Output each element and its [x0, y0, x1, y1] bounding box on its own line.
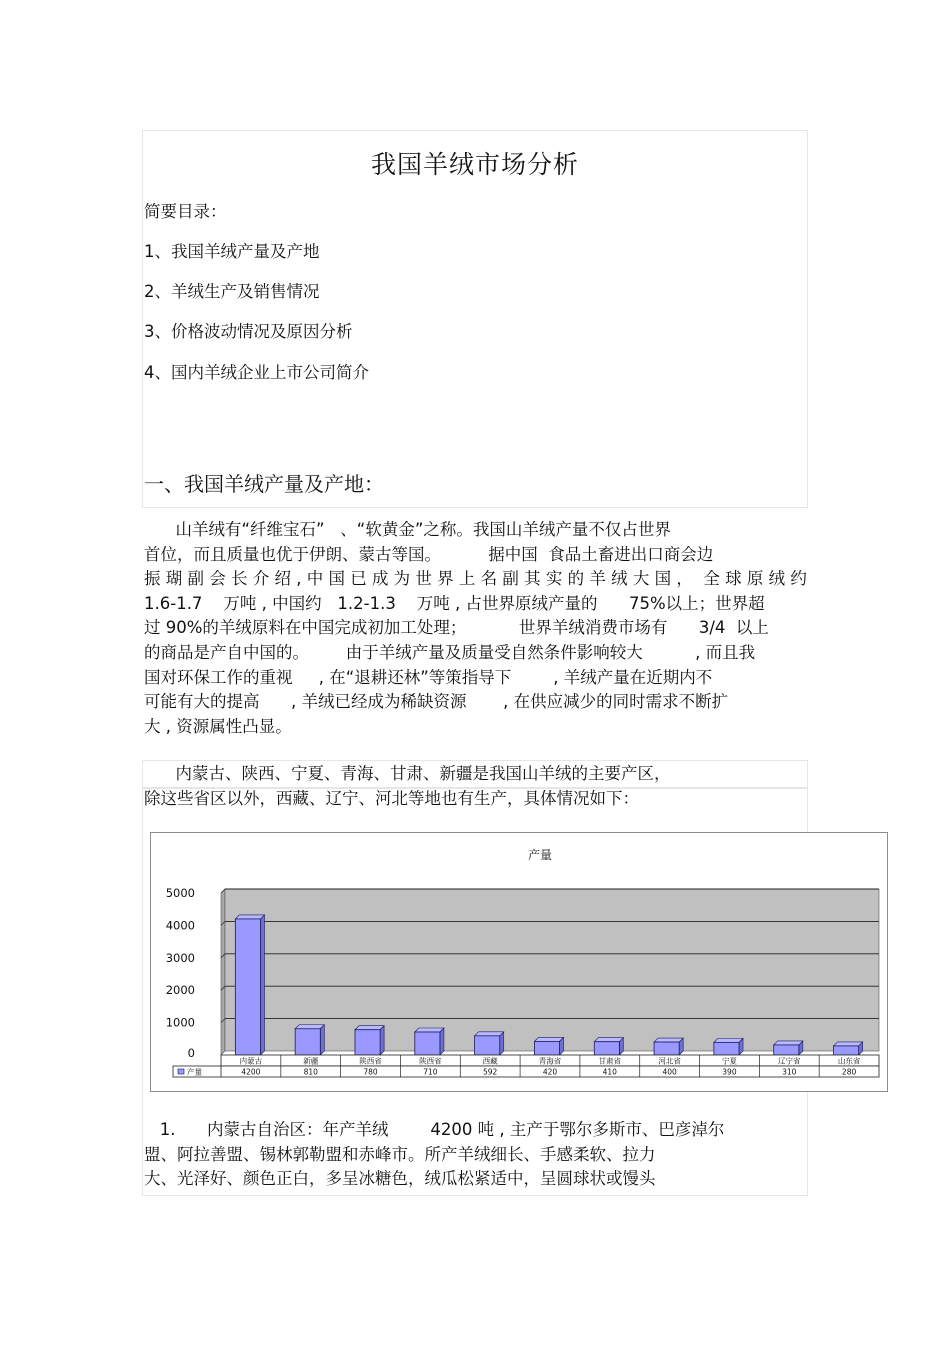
para2-line: 内蒙古、陕西、宁夏、青海、甘肃、新疆是我国山羊绒的主要产区，	[144, 764, 671, 783]
para1-line: 可能有大的提高 , 羊绒已经成为稀缺资源 , 在供应减少的同时需求不断扩	[144, 692, 729, 712]
bar	[834, 1046, 859, 1055]
paragraph-regions	[144, 762, 804, 811]
data-label: 780	[363, 1067, 378, 1077]
x-category-label: 河北省	[658, 1056, 681, 1066]
x-category-label: 青海省	[538, 1056, 562, 1066]
para1-line: 的商品是产自中国的。 由于羊绒产量及质量受自然条件影响较大 , 而且我	[144, 642, 756, 662]
page-title: 我国羊绒市场分析	[370, 150, 579, 179]
bar-top	[355, 1026, 384, 1030]
chart-title: 产量	[527, 848, 553, 862]
bar-top	[654, 1038, 683, 1042]
data-label: 710	[423, 1067, 438, 1077]
plot-side-wall	[221, 889, 225, 1055]
data-label: 4200	[241, 1067, 261, 1077]
data-label: 390	[722, 1067, 737, 1077]
data-label: 592	[483, 1067, 498, 1077]
para1-line: 大 , 资源属性凸显。	[144, 716, 292, 736]
paragraph-inner-mongolia	[144, 1118, 804, 1192]
toc-item-3: 3、价格波动情况及原因分析	[144, 322, 353, 341]
bar	[654, 1042, 679, 1055]
bar-side	[440, 1028, 444, 1055]
x-category-label: 甘肃省	[598, 1056, 622, 1066]
y-tick-label: 0	[187, 1046, 195, 1060]
y-tick-label: 5000	[165, 886, 195, 900]
bar	[295, 1029, 320, 1055]
x-category-label: 西藏	[482, 1056, 498, 1066]
data-label: 280	[841, 1067, 857, 1077]
bar	[235, 919, 260, 1055]
y-tick-label: 4000	[165, 918, 195, 933]
para1-line: 振 瑚 副 会 长 介 绍 , 中 国 已 成 为 世 界 上 名 副 其 实 的 羊 绒 大 国 ， 全 球 原 绒 约	[144, 569, 807, 589]
bar-side	[500, 1032, 504, 1055]
para3-line: 1. 内蒙古自治区：年产羊绒 4200 吨 , 主产于鄂尔多斯市、巴彦淖尔	[144, 1120, 725, 1139]
production-chart	[150, 832, 888, 1092]
para2-line: 除这些省区以外，西藏、辽宁、河北等地也有生产，具体情况如下：	[144, 788, 639, 808]
para1-line: 山羊绒有“纤维宝石” 、“软黄金”之称。我国山羊绒产量不仅占世界	[144, 520, 671, 539]
y-tick-label: 3000	[165, 950, 195, 965]
toc-heading: 简要目录：	[144, 202, 227, 221]
bar	[534, 1041, 559, 1055]
data-label: 310	[782, 1067, 797, 1077]
bar	[594, 1042, 619, 1055]
section-heading: 一、我国羊绒产量及产地：	[144, 472, 384, 496]
toc-item-4: 4、国内羊绒企业上市公司简介	[144, 363, 369, 382]
x-category-label: 山东省	[837, 1056, 861, 1066]
x-category-label: 辽宁省	[778, 1056, 801, 1066]
bar-side	[260, 915, 264, 1055]
bar-top	[594, 1038, 623, 1042]
data-label: 810	[303, 1067, 318, 1077]
bar-top	[774, 1041, 803, 1045]
para1-line: 首位，而且质量也优于伊朗、蒙古等国。 据中国 食品土畜进出口商会边	[144, 544, 714, 564]
bar-top	[295, 1025, 324, 1029]
bar-top	[834, 1042, 863, 1046]
bar	[355, 1030, 380, 1055]
para1-line: 过 90%的羊绒原料在中国完成初加工处理； 世界羊绒消费市场有 3/4 以上	[144, 618, 769, 638]
data-label: 420	[542, 1067, 558, 1077]
bar	[415, 1032, 440, 1055]
x-category-label: 宁夏	[721, 1056, 737, 1066]
para3-line: 盟、阿拉善盟、锡林郭勒盟和赤峰市。所产羊绒细长、手感柔软、拉力	[144, 1144, 656, 1164]
toc-item-1: 1、我国羊绒产量及产地	[144, 242, 320, 261]
para1-line: 1.6-1.7 万吨 , 中国约 1.2-1.3 万吨 , 占世界原绒产量的 75%以上；世界超	[144, 593, 765, 613]
data-label: 410	[602, 1067, 617, 1077]
bar	[774, 1045, 799, 1055]
table-value-row	[173, 1066, 879, 1077]
x-category-label: 新疆	[303, 1056, 319, 1066]
bar	[714, 1042, 739, 1055]
bar-top	[235, 915, 264, 919]
production-chart-svg	[151, 833, 887, 1091]
legend-label: 产量	[187, 1067, 202, 1077]
x-category-label: 陕西省	[419, 1056, 442, 1066]
x-category-label: 内蒙古	[239, 1056, 263, 1066]
bar-top	[415, 1028, 444, 1032]
legend-swatch	[178, 1069, 184, 1074]
bar-top	[714, 1038, 743, 1042]
bar-top	[534, 1037, 563, 1041]
bar-top	[475, 1032, 504, 1036]
para1-line: 国对环保工作的重视 , 在“退耕还林”等策指导下 , 羊绒产量在近期内不	[144, 667, 713, 687]
para3-line: 大、光泽好、颜色正白，多呈冰糖色，绒瓜松紧适中，呈圆球状或馒头	[144, 1169, 656, 1189]
y-tick-label: 2000	[165, 983, 195, 998]
toc-item-2: 2、羊绒生产及销售情况	[144, 282, 320, 301]
x-category-label: 陕西省	[359, 1056, 382, 1066]
bar-side	[380, 1026, 384, 1055]
data-label: 400	[662, 1067, 677, 1077]
bar-side	[320, 1025, 324, 1055]
bar	[475, 1036, 500, 1055]
paragraph-intro	[144, 518, 807, 739]
y-tick-label: 1000	[165, 1015, 195, 1030]
